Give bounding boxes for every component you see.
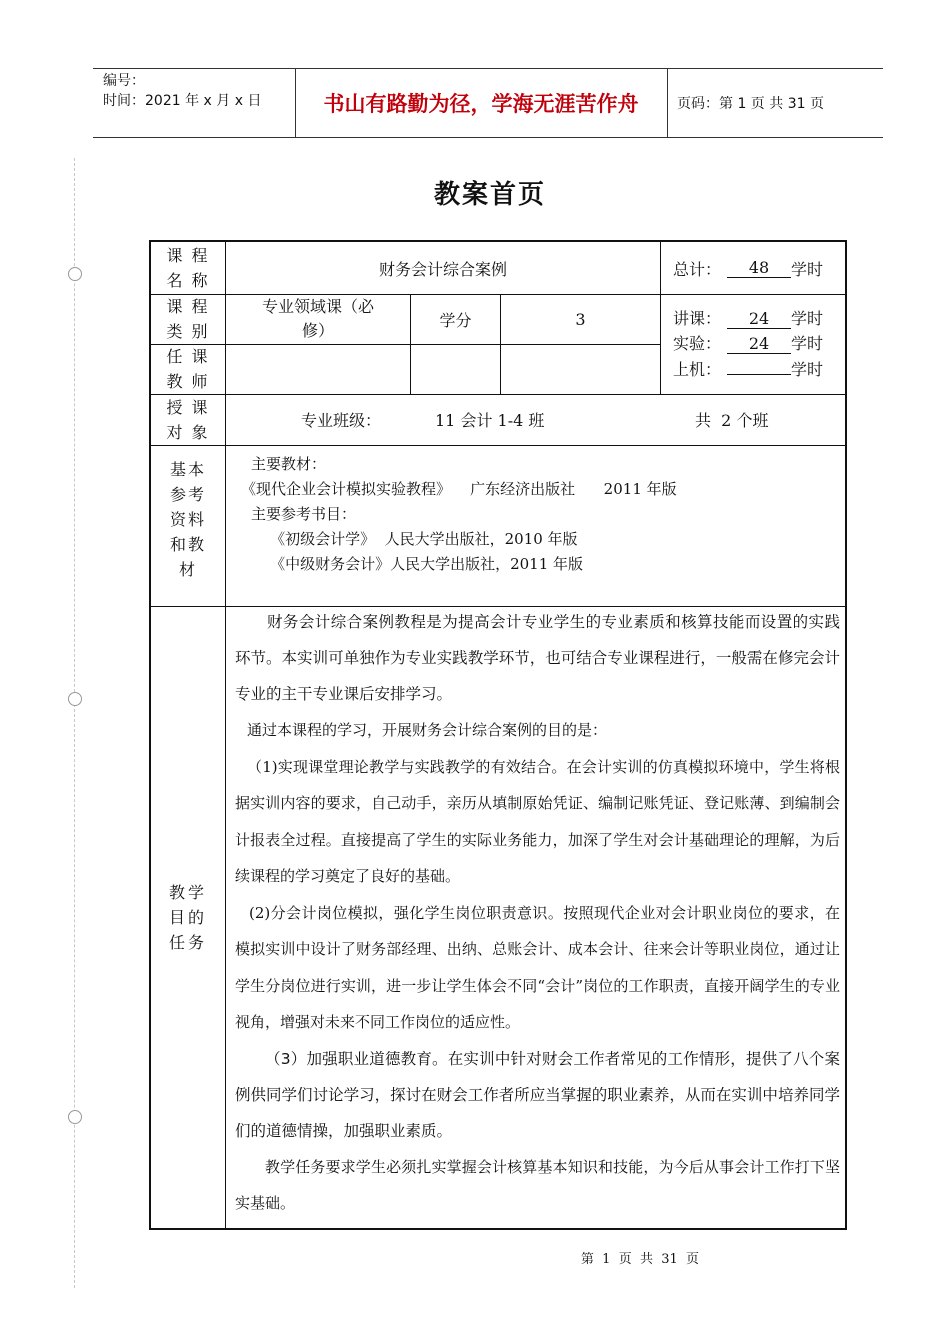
document-number-label: 编号： bbox=[103, 73, 145, 89]
credit-value: 3 bbox=[575, 309, 586, 329]
computer-hours-label: 上机： bbox=[673, 360, 722, 379]
hours-unit: 学时 bbox=[791, 309, 824, 328]
lab-hours-value: 24 bbox=[727, 335, 791, 354]
task-label: 教学 目的 任务 bbox=[168, 882, 207, 952]
task-content bbox=[235, 606, 840, 1222]
task-paragraph: (2)分会计岗位模拟，强化学生岗位职责意识。按照现代企业对会计职业岗位的要求，在模拟实训中设计了财务部经理、出纳、总账会计、成本会计、往来会计等职业岗位，通过让学生分岗位进行实训，进一步让学生体会不同“会计”岗位的工作职责，直接开阔学生的专业视角，增强对未来不同工作岗位的适应性。 bbox=[235, 903, 840, 1031]
total-hours-label: 总计： bbox=[673, 259, 722, 279]
lab-hours-label: 实验： bbox=[673, 334, 722, 353]
reference-line: 主要参考书目： bbox=[251, 505, 357, 523]
binding-hole-icon bbox=[68, 1110, 82, 1124]
lecture-hours-value: 24 bbox=[727, 310, 791, 329]
course-name-value: 财务会计综合案例 bbox=[378, 259, 507, 279]
hours-breakdown bbox=[673, 306, 823, 382]
page-title: 教案首页 bbox=[433, 180, 546, 210]
reference-line: 《初级会计学》 人民大学出版社，2010 年版 bbox=[251, 530, 578, 548]
task-paragraph: 通过本课程的学习，开展财务会计综合案例的目的是： bbox=[247, 721, 608, 739]
header-page-number: 页码：第 1 页 共 31 页 bbox=[677, 96, 824, 112]
task-paragraph: 财务会计综合案例教程是为提高会计专业学生的专业素质和核算技能而设置的实践环节。本实训可单独作为专业实践教学环节，也可结合专业课程进行，一般需在修完会计专业的主干专业课后安排学习。 bbox=[235, 613, 840, 703]
task-paragraph: 教学任务要求学生必须扎实掌握会计核算基本知识和技能，为今后从事会计工作打下坚实基础。 bbox=[235, 1157, 840, 1212]
teacher-label: 任 课 教 师 bbox=[166, 347, 210, 391]
credit-label: 学分 bbox=[439, 310, 472, 330]
references-list bbox=[241, 452, 677, 577]
class-value: 11 会计 1-4 班 bbox=[435, 411, 545, 430]
page-footer: 第 1 页 共 31 页 bbox=[580, 1252, 700, 1267]
course-type-value: 专业领域课（必 修） bbox=[261, 297, 374, 340]
total-hours-value: 48 bbox=[727, 259, 791, 278]
reference-line: 《中级财务会计》人民大学出版社，2011 年版 bbox=[251, 555, 584, 573]
hours-unit: 学时 bbox=[791, 360, 824, 379]
class-label: 专业班级： bbox=[301, 411, 382, 430]
reference-line: 主要教材： bbox=[251, 455, 327, 473]
binding-hole-icon bbox=[68, 692, 82, 706]
hours-unit: 学时 bbox=[791, 259, 824, 279]
row-divider bbox=[151, 445, 845, 446]
binding-hole-icon bbox=[68, 267, 82, 281]
header-meta bbox=[103, 71, 261, 111]
lecture-hours-label: 讲课： bbox=[673, 309, 722, 328]
references-label: 基本 参考 资料 和教 材 bbox=[169, 460, 206, 579]
teacher-value bbox=[226, 344, 410, 394]
total-hours-row bbox=[661, 242, 845, 294]
computer-hours-value bbox=[727, 356, 791, 375]
lecture-hours-row bbox=[673, 306, 823, 331]
reference-line: 《现代企业会计模拟实验教程》 广东经济出版社 2011 年版 bbox=[241, 480, 677, 498]
page-header bbox=[93, 68, 883, 138]
class-count: 共 2 个班 bbox=[695, 411, 769, 430]
task-paragraph: （3）加强职业道德教育。在实训中针对财会工作者常见的工作情形，提供了八个案例供同学们讨论学习，探讨在财会工作者所应当掌握的职业素养，从而在实训中培养同学们的道德情操，加强职业素质。 bbox=[235, 1049, 840, 1140]
document-time-label: 时间：2021 年 x 月 x 日 bbox=[103, 93, 262, 109]
audience-label: 授 课 对 象 bbox=[166, 397, 210, 442]
header-divider bbox=[667, 69, 668, 137]
computer-hours-row bbox=[673, 356, 823, 382]
course-name-label: 课 程 名 称 bbox=[166, 246, 210, 290]
course-type-label: 课 程 类 别 bbox=[166, 297, 210, 341]
hours-unit: 学时 bbox=[791, 334, 824, 353]
header-motto: 书山有路勤为径，学海无涯苦作舟 bbox=[323, 92, 639, 116]
lab-hours-row bbox=[673, 331, 823, 356]
lesson-plan-table bbox=[149, 240, 847, 1230]
task-paragraph: （1)实现课堂理论教学与实践教学的有效结合。在会计实训的仿真模拟环境中，学生将根据实训内容的要求，自己动手，亲历从填制原始凭证、编制记账凭证、登记账薄、到编制会计报表全过程。直接提高了学生的实际业务能力，加深了学生对会计基础理论的理解，为后续课程的学习奠定了良好的基础。 bbox=[235, 757, 840, 885]
